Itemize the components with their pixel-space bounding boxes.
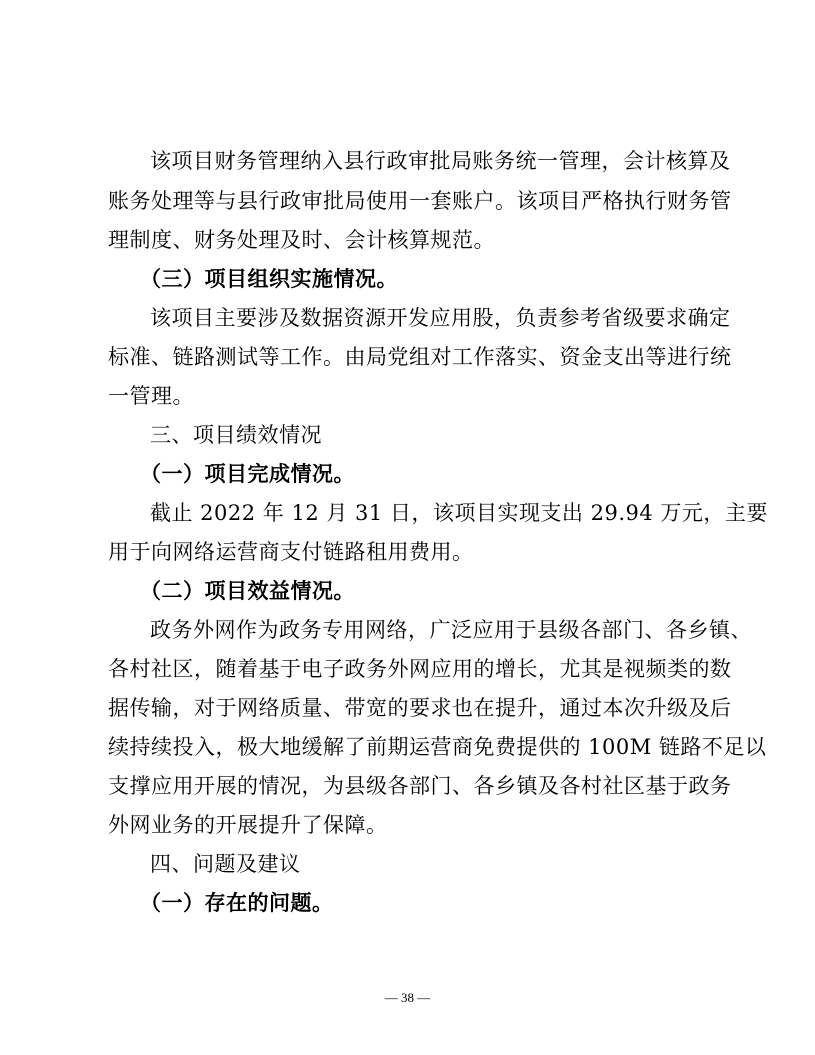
paragraph-line: 一管理。	[108, 384, 194, 408]
paragraph-line: 据传输，对于网络质量、带宽的要求也在提升，通过本次升级及后	[108, 696, 732, 720]
paragraph-line: 用于向网络运营商支付链路租用费用。	[108, 540, 474, 564]
section-heading: （二）项目效益情况。	[140, 579, 355, 603]
paragraph-line: 该项目主要涉及数据资源开发应用股，负责参考省级要求确定	[150, 306, 731, 330]
section-heading: （三）项目组织实施情况。	[140, 267, 398, 291]
paragraph-line: 理制度、财务处理及时、会计核算规范。	[108, 228, 495, 252]
paragraph-line: 标准、链路测试等工作。由局党组对工作落实、资金支出等进行统	[108, 345, 732, 369]
paragraph-line: 各村社区，随着基于电子政务外网应用的增长，尤其是视频类的数	[108, 657, 732, 681]
section-heading: （一）存在的问题。	[140, 891, 334, 915]
paragraph-line: 续持续投入，极大地缓解了前期运营商免费提供的 100M 链路不足以	[108, 735, 767, 759]
paragraph-line: 账务处理等与县行政审批局使用一套账户。该项目严格执行财务管	[108, 189, 732, 213]
paragraph-line: 支撑应用开展的情况，为县级各部门、各乡镇及各村社区基于政务	[108, 774, 732, 798]
section-heading: （一）项目完成情况。	[140, 462, 355, 486]
chapter-heading: 三、项目绩效情况	[150, 423, 322, 447]
paragraph-line: 政务外网作为政务专用网络，广泛应用于县级各部门、各乡镇、	[150, 618, 752, 642]
chapter-heading: 四、问题及建议	[150, 852, 301, 876]
paragraph-line: 截止 2022 年 12 月 31 日，该项目实现支出 29.94 万元，主要	[150, 501, 768, 525]
paragraph-line: 该项目财务管理纳入县行政审批局账务统一管理，会计核算及	[150, 149, 731, 173]
paragraph-line: 外网业务的开展提升了保障。	[108, 813, 388, 837]
page-number: — 38 —	[384, 990, 431, 1005]
